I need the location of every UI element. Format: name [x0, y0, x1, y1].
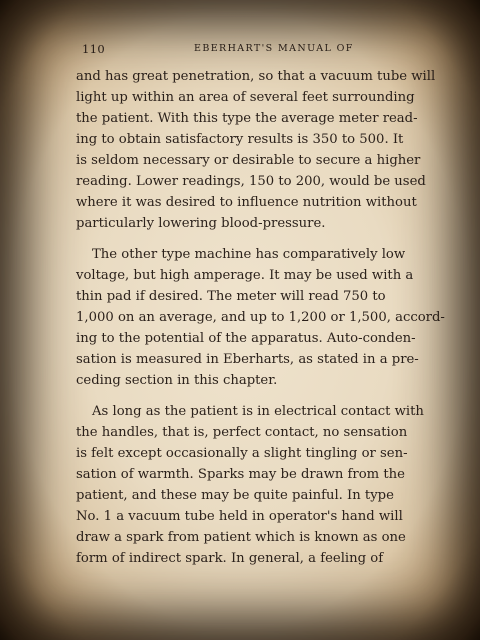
page-header — [82, 42, 428, 56]
text-line: form of indirect spark. In general, a feeling of — [76, 551, 384, 566]
text-line: and has great penetration, so that a vacuum tube will — [76, 69, 436, 84]
text-line: 1,000 on an average, and up to 1,200 or 1,500, accord- — [76, 310, 445, 325]
text-line: As long as the patient is in electrical contact with — [92, 404, 424, 419]
text-line: the patient. With this type the average meter read- — [76, 111, 418, 126]
text-line: sation of warmth. Sparks may be drawn from the — [76, 467, 405, 482]
page-number: 110 — [82, 42, 106, 56]
body-text — [76, 66, 445, 569]
text-line: thin pad if desired. The meter will read 750 to — [76, 289, 386, 304]
text-line: sation is measured in Eberharts, as stated in a pre- — [76, 352, 419, 367]
text-line: where it was desired to influence nutrition without — [76, 195, 417, 210]
paragraph-gap — [76, 391, 428, 401]
paragraph-gap — [76, 234, 428, 244]
text-line: particularly lowering blood-pressure. — [76, 216, 326, 231]
text-line: reading. Lower readings, 150 to 200, would be used — [76, 174, 426, 189]
text-line: the handles, that is, perfect contact, no sensation — [76, 425, 408, 440]
text-line: draw a spark from patient which is known as one — [76, 530, 406, 545]
running-head: EBERHART'S MANUAL OF — [194, 43, 354, 54]
text-line: is felt except occasionally a slight tingling or sen- — [76, 446, 408, 461]
text-line: The other type machine has comparatively low — [92, 247, 406, 262]
text-line: light up within an area of several feet surrounding — [76, 90, 415, 105]
text-line: ing to obtain satisfactory results is 350 to 500. It — [76, 132, 404, 147]
text-line: is seldom necessary or desirable to secure a higher — [76, 153, 421, 168]
text-line: ceding section in this chapter. — [76, 373, 278, 388]
text-line: No. 1 a vacuum tube held in operator's hand will — [76, 509, 403, 524]
text-line: patient, and these may be quite painful. In type — [76, 488, 394, 503]
text-line: ing to the potential of the apparatus. Auto-conden- — [76, 331, 416, 346]
text-line: voltage, but high amperage. It may be used with a — [76, 268, 414, 283]
